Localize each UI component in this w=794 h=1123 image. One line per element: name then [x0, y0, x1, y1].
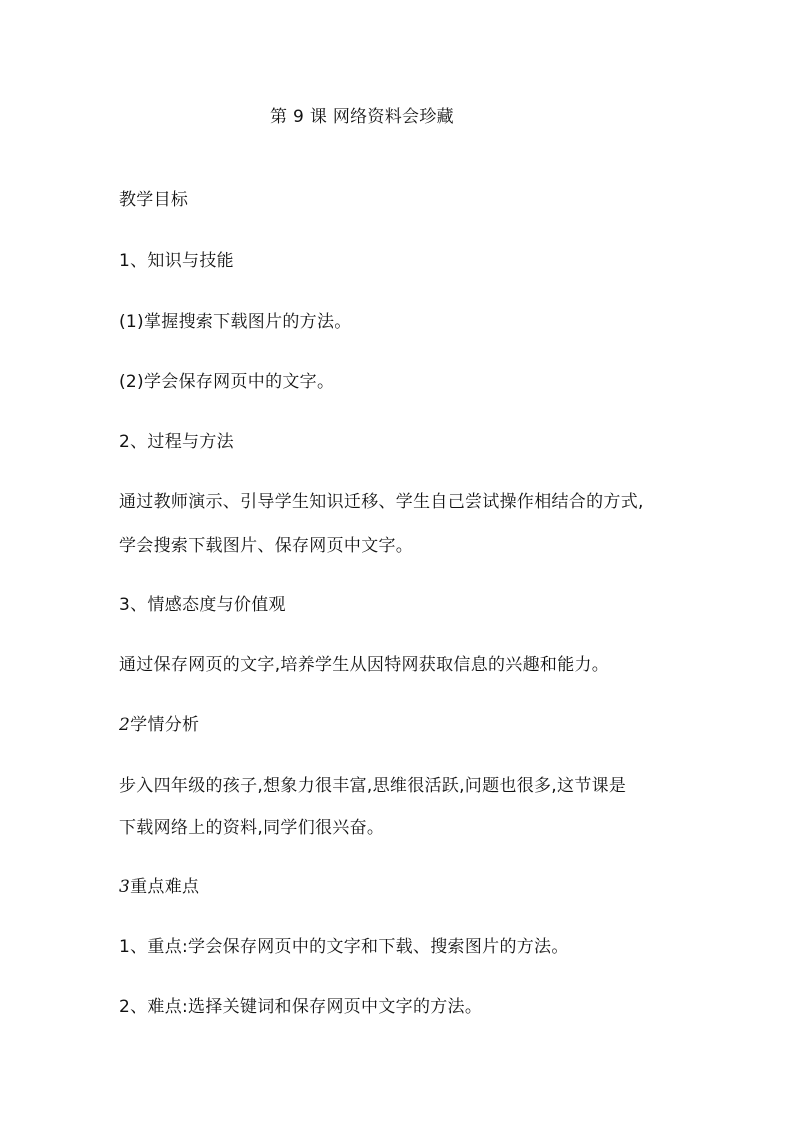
heading-teaching-goals: 教学目标	[119, 190, 189, 210]
subheading-process-method: 2、过程与方法	[119, 432, 234, 452]
heading-student-analysis	[119, 714, 199, 736]
key-point-2: 2、难点:选择关键词和保存网页中文字的方法。	[119, 997, 483, 1017]
list-item-2: (2)学会保存网页中的文字。	[119, 372, 335, 392]
heading-key-points	[119, 876, 199, 898]
page-title: 第 9 课 网络资料会珍藏	[270, 107, 454, 127]
subheading-knowledge-skills: 1、知识与技能	[119, 251, 234, 271]
paragraph-analysis-line-2: 下载网络上的资料,同学们很兴奋。	[119, 818, 385, 838]
paragraph-emotion: 通过保存网页的文字,培养学生从因特网获取信息的兴趣和能力。	[119, 655, 610, 675]
subheading-emotion-values: 3、情感态度与价值观	[119, 595, 286, 615]
paragraph-process-line-2: 学会搜索下载图片、保存网页中文字。	[119, 536, 414, 556]
section-number: 2	[119, 715, 131, 735]
key-point-1: 1、重点:学会保存网页中的文字和下载、搜索图片的方法。	[119, 937, 569, 957]
heading-text: 学情分析	[130, 715, 200, 735]
list-item-1: (1)掌握搜索下载图片的方法。	[119, 312, 352, 332]
paragraph-process-line-1: 通过教师演示、引导学生知识迁移、学生自己尝试操作相结合的方式,	[119, 492, 644, 512]
section-number: 3	[119, 877, 131, 897]
paragraph-analysis-line-1: 步入四年级的孩子,想象力很丰富,思维很活跃,问题也很多,这节课是	[119, 776, 627, 796]
heading-text: 重点难点	[130, 877, 200, 897]
